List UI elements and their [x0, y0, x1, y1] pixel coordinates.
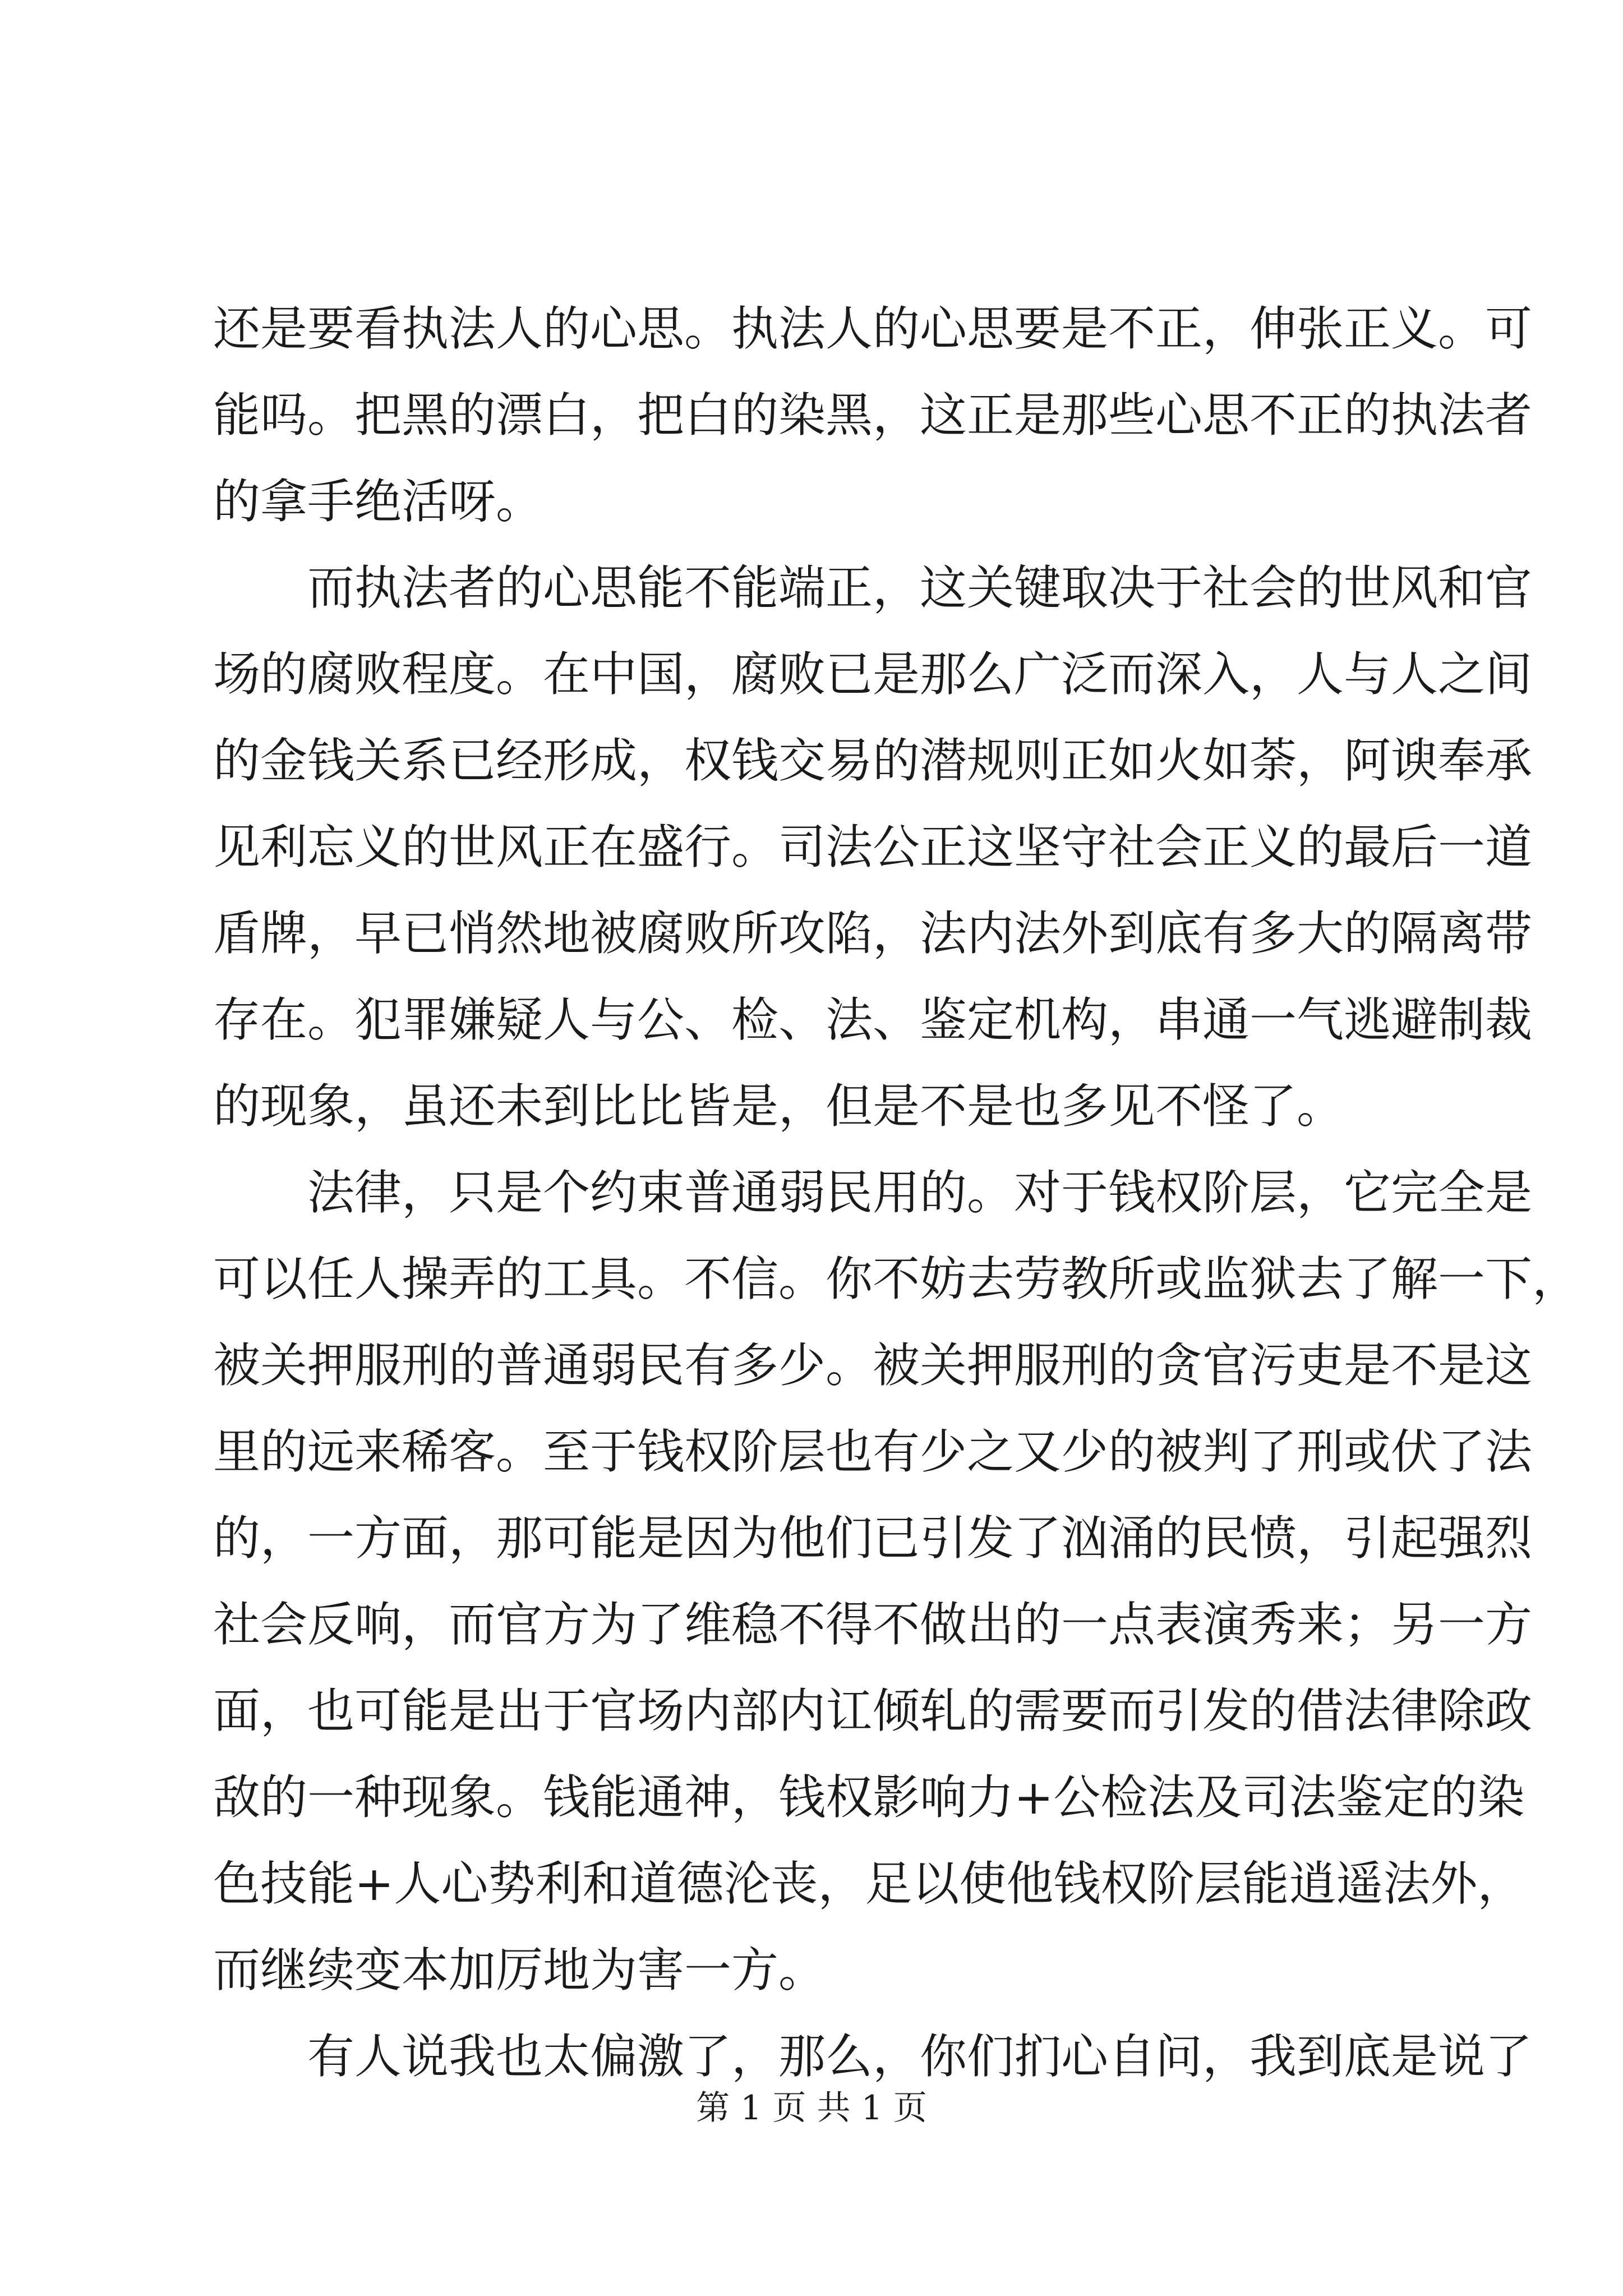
- paragraph-first-line: 而执法者的心思能不能端正，这关键取决于社会的世风和官: [307, 560, 1533, 615]
- text-line: 的拿手绝活呀。: [213, 474, 543, 529]
- text-line: 被关押服刑的普通弱民有多少。被关押服刑的贪官污吏是不是这: [213, 1338, 1533, 1393]
- paragraph-first-line: 有人说我也太偏激了，那么，你们扪心自问，我到底是说了: [307, 2029, 1533, 2084]
- text-line: 社会反响，而官方为了维稳不得不做出的一点表演秀来；另一方: [213, 1597, 1533, 1652]
- text-line: 的现象，虽还未到比比皆是，但是不是也多见不怪了。: [213, 1079, 1344, 1134]
- paragraph-first-line: 法律，只是个约束普通弱民用的。对于钱权阶层，它完全是: [307, 1165, 1533, 1220]
- text-line: 色技能+人心势利和道德沦丧，足以使他钱权阶层能逍遥法外，: [213, 1856, 1525, 1911]
- text-line: 而继续变本加厉地为害一方。: [213, 1943, 826, 1998]
- text-line: 还是要看执法人的心思。执法人的心思要是不正，伸张正义。可: [213, 301, 1533, 356]
- text-line: 敌的一种现象。钱能通神，钱权影响力+公检法及司法鉴定的染: [213, 1770, 1525, 1825]
- text-line: 的，一方面，那可能是因为他们已引发了汹涌的民愤，引起强烈: [213, 1511, 1533, 1566]
- text-line: 面，也可能是出于官场内部内讧倾轧的需要而引发的借法律除政: [213, 1683, 1533, 1738]
- body-text: [213, 301, 1580, 2115]
- text-line: 盾牌，早已悄然地被腐败所攻陷，法内法外到底有多大的隔离带: [213, 906, 1533, 961]
- text-line: 存在。犯罪嫌疑人与公、检、法、鉴定机构，串通一气逃避制裁: [213, 992, 1533, 1047]
- page-footer: 第 1 页 共 1 页: [696, 2088, 927, 2128]
- text-line: 能吗。把黑的漂白，把白的染黑，这正是那些心思不正的执法者: [213, 388, 1533, 443]
- text-line: 里的远来稀客。至于钱权阶层也有少之又少的被判了刑或伏了法: [213, 1424, 1533, 1479]
- text-line: 场的腐败程度。在中国，腐败已是那么广泛而深入，人与人之间: [213, 647, 1533, 702]
- text-line: 的金钱关系已经形成，权钱交易的潜规则正如火如荼，阿谀奉承: [213, 733, 1533, 788]
- text-line: 见利忘义的世风正在盛行。司法公正这坚守社会正义的最后一道: [213, 820, 1533, 875]
- text-line: 可以任人操弄的工具。不信。你不妨去劳教所或监狱去了解一下，: [213, 1251, 1580, 1306]
